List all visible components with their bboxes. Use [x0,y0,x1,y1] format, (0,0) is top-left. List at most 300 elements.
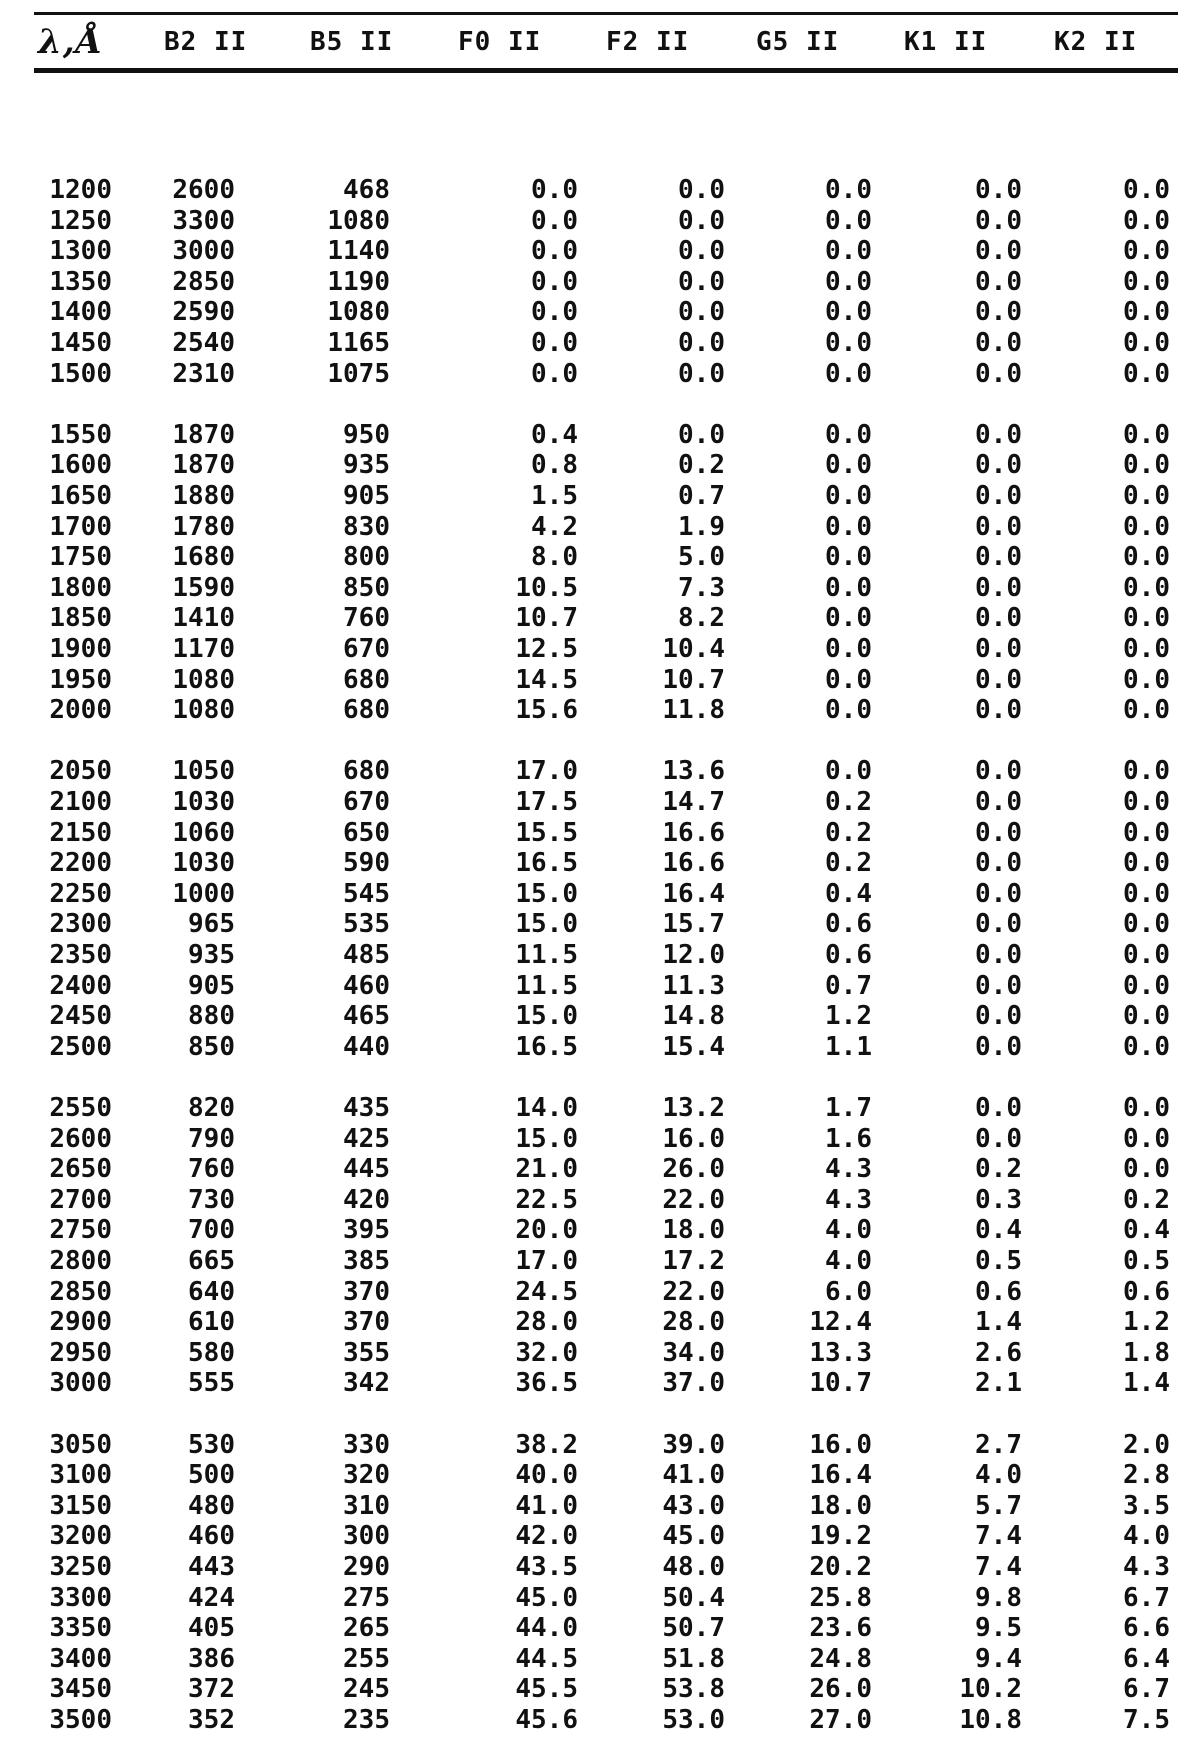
cell-b2-ii: 1780 [172,511,235,542]
table-row [0,1001,1200,1031]
table-row [0,359,1200,389]
cell-g5-ii: 4.3 [825,1154,872,1185]
cell-k2-ii: 0.0 [1123,511,1170,542]
cell-wavelength: 2650 [49,1154,112,1185]
cell-b5-ii: 1165 [327,328,390,358]
cell-k1-ii: 7.4 [975,1552,1022,1582]
cell-k1-ii: 9.4 [975,1643,1022,1674]
cell-f2-ii: 13.2 [662,1093,725,1123]
cell-b2-ii: 480 [188,1490,235,1521]
cell-b2-ii: 1680 [172,542,235,573]
cell-g5-ii: 0.0 [825,481,872,511]
cell-b5-ii: 850 [343,572,390,603]
cell-b2-ii: 386 [188,1643,235,1674]
cell-wavelength: 2350 [49,940,112,970]
table-row [0,940,1200,970]
cell-k2-ii: 0.0 [1123,266,1170,297]
cell-f0-ii: 24.5 [515,1276,578,1307]
cell-f2-ii: 10.4 [662,634,725,664]
cell-b2-ii: 1870 [172,419,235,450]
cell-wavelength: 2750 [49,1215,112,1246]
cell-f0-ii: 43.5 [515,1552,578,1582]
cell-k1-ii: 0.0 [975,848,1022,879]
cell-f2-ii: 8.2 [678,603,725,634]
table-row [0,1521,1200,1551]
cell-b5-ii: 905 [343,481,390,511]
cell-b2-ii: 640 [188,1276,235,1307]
cell-g5-ii: 0.2 [825,787,872,817]
cell-wavelength: 2850 [49,1276,112,1307]
cell-f0-ii: 0.0 [531,175,578,205]
cell-b2-ii: 3300 [172,205,235,236]
cell-k1-ii: 0.0 [975,878,1022,909]
cell-b2-ii: 905 [188,970,235,1001]
header-k1-ii: K1 II [904,27,988,57]
cell-f0-ii: 15.0 [515,878,578,909]
cell-b5-ii: 950 [343,419,390,450]
cell-k2-ii: 0.0 [1123,572,1170,603]
cell-g5-ii: 24.8 [809,1643,872,1674]
cell-f2-ii: 50.7 [662,1613,725,1644]
cell-b5-ii: 830 [343,511,390,542]
cell-b2-ii: 443 [188,1552,235,1582]
cell-f2-ii: 26.0 [662,1154,725,1185]
cell-g5-ii: 0.0 [825,450,872,481]
cell-f0-ii: 17.0 [515,756,578,787]
cell-g5-ii: 0.6 [825,909,872,940]
cell-f0-ii: 42.0 [515,1521,578,1552]
table-row [0,1552,1200,1582]
table-row [0,1338,1200,1368]
cell-f0-ii: 22.5 [515,1184,578,1215]
cell-f2-ii: 51.8 [662,1643,725,1674]
cell-f2-ii: 22.0 [662,1276,725,1307]
table-row [0,1644,1200,1674]
cell-b5-ii: 680 [343,664,390,695]
cell-k2-ii: 1.2 [1123,1307,1170,1338]
cell-k2-ii: 6.6 [1123,1613,1170,1644]
cell-f2-ii: 10.7 [662,664,725,695]
cell-f2-ii: 16.6 [662,848,725,879]
cell-wavelength: 2500 [49,1031,112,1062]
cell-g5-ii: 0.0 [825,358,872,389]
cell-b2-ii: 2590 [172,297,235,328]
cell-g5-ii: 0.0 [825,511,872,542]
cell-b5-ii: 1140 [327,236,390,267]
cell-g5-ii: 0.0 [825,419,872,450]
header-g5-ii: G5 II [756,27,840,57]
table-row [0,1674,1200,1704]
table-row [0,909,1200,939]
table-row [0,787,1200,817]
cell-f2-ii: 53.8 [662,1674,725,1705]
cell-f2-ii: 28.0 [662,1307,725,1338]
cell-g5-ii: 20.2 [809,1552,872,1582]
cell-k1-ii: 0.0 [975,572,1022,603]
cell-k1-ii: 0.0 [975,603,1022,634]
cell-wavelength: 3400 [49,1643,112,1674]
header-wavelength: λ,Å [38,22,104,62]
cell-k2-ii: 0.0 [1123,328,1170,358]
cell-f2-ii: 34.0 [662,1337,725,1368]
cell-b5-ii: 680 [343,695,390,726]
cell-g5-ii: 1.6 [825,1123,872,1154]
cell-b2-ii: 1590 [172,572,235,603]
cell-wavelength: 3100 [49,1460,112,1491]
cell-g5-ii: 23.6 [809,1613,872,1644]
cell-f2-ii: 18.0 [662,1215,725,1246]
cell-b2-ii: 850 [188,1031,235,1062]
cell-f0-ii: 14.5 [515,664,578,695]
cell-f0-ii: 41.0 [515,1490,578,1521]
cell-b2-ii: 1870 [172,450,235,481]
cell-k2-ii: 0.0 [1123,1001,1170,1032]
cell-k2-ii: 0.2 [1123,1184,1170,1215]
cell-b5-ii: 650 [343,817,390,848]
cell-b5-ii: 342 [343,1368,390,1399]
cell-k2-ii: 0.0 [1123,1093,1170,1123]
cell-f0-ii: 0.4 [531,419,578,450]
cell-g5-ii: 26.0 [809,1674,872,1705]
cell-k2-ii: 6.4 [1123,1643,1170,1674]
cell-f2-ii: 1.9 [678,511,725,542]
cell-k2-ii: 2.0 [1123,1429,1170,1460]
cell-k1-ii: 0.0 [975,175,1022,205]
cell-f2-ii: 0.0 [678,419,725,450]
cell-f2-ii: 0.0 [678,358,725,389]
cell-g5-ii: 27.0 [809,1705,872,1735]
cell-f0-ii: 15.0 [515,909,578,940]
table-row [0,1307,1200,1337]
cell-k2-ii: 0.6 [1123,1276,1170,1307]
cell-b5-ii: 485 [343,940,390,970]
cell-k2-ii: 0.0 [1123,236,1170,267]
cell-b5-ii: 680 [343,756,390,787]
table-row [0,297,1200,327]
table-row [0,879,1200,909]
table-row [0,756,1200,786]
cell-f0-ii: 20.0 [515,1215,578,1246]
cell-k1-ii: 0.0 [975,450,1022,481]
cell-b2-ii: 1030 [172,848,235,879]
cell-f0-ii: 15.6 [515,695,578,726]
cell-wavelength: 3050 [49,1429,112,1460]
cell-f0-ii: 11.5 [515,970,578,1001]
cell-k2-ii: 0.0 [1123,756,1170,787]
cell-wavelength: 2200 [49,848,112,879]
cell-wavelength: 1350 [49,266,112,297]
cell-k1-ii: 0.0 [975,695,1022,726]
cell-wavelength: 1650 [49,481,112,511]
cell-wavelength: 2900 [49,1307,112,1338]
cell-b2-ii: 935 [188,940,235,970]
cell-k2-ii: 0.0 [1123,878,1170,909]
cell-f2-ii: 39.0 [662,1429,725,1460]
cell-f0-ii: 4.2 [531,511,578,542]
cell-f0-ii: 14.0 [515,1093,578,1123]
cell-wavelength: 3300 [49,1582,112,1613]
cell-b2-ii: 1080 [172,664,235,695]
cell-g5-ii: 0.4 [825,878,872,909]
cell-b5-ii: 435 [343,1093,390,1123]
header-f2-ii: F2 II [606,27,690,57]
cell-k2-ii: 0.0 [1123,297,1170,328]
cell-b5-ii: 1080 [327,297,390,328]
cell-f2-ii: 12.0 [662,940,725,970]
cell-k2-ii: 0.0 [1123,1031,1170,1062]
cell-wavelength: 1500 [49,358,112,389]
cell-wavelength: 2400 [49,970,112,1001]
cell-f2-ii: 0.0 [678,205,725,236]
cell-b2-ii: 700 [188,1215,235,1246]
cell-k1-ii: 9.8 [975,1582,1022,1613]
cell-k2-ii: 7.5 [1123,1705,1170,1735]
cell-b2-ii: 1880 [172,481,235,511]
cell-wavelength: 1900 [49,634,112,664]
cell-k2-ii: 0.0 [1123,695,1170,726]
cell-f0-ii: 0.0 [531,297,578,328]
cell-wavelength: 3500 [49,1705,112,1735]
cell-wavelength: 3000 [49,1368,112,1399]
cell-f0-ii: 10.5 [515,572,578,603]
cell-b5-ii: 425 [343,1123,390,1154]
cell-k1-ii: 0.0 [975,511,1022,542]
cell-b2-ii: 2310 [172,358,235,389]
cell-k1-ii: 0.0 [975,542,1022,573]
cell-b5-ii: 800 [343,542,390,573]
cell-f0-ii: 0.0 [531,236,578,267]
cell-k1-ii: 0.4 [975,1215,1022,1246]
cell-k2-ii: 2.8 [1123,1460,1170,1491]
cell-wavelength: 3450 [49,1674,112,1705]
table-row [0,1154,1200,1184]
cell-g5-ii: 4.3 [825,1184,872,1215]
cell-b2-ii: 1080 [172,695,235,726]
cell-wavelength: 2250 [49,878,112,909]
cell-k1-ii: 2.7 [975,1429,1022,1460]
table-row [0,420,1200,450]
table-row [0,1705,1200,1735]
table-row [0,450,1200,480]
cell-b5-ii: 290 [343,1552,390,1582]
cell-f2-ii: 5.0 [678,542,725,573]
cell-f0-ii: 17.5 [515,787,578,817]
cell-g5-ii: 25.8 [809,1582,872,1613]
cell-b5-ii: 395 [343,1215,390,1246]
cell-k2-ii: 0.0 [1123,940,1170,970]
cell-f2-ii: 14.7 [662,787,725,817]
table-row [0,1124,1200,1154]
cell-f2-ii: 41.0 [662,1460,725,1491]
cell-b5-ii: 465 [343,1001,390,1032]
cell-k2-ii: 6.7 [1123,1674,1170,1705]
cell-b5-ii: 370 [343,1307,390,1338]
cell-g5-ii: 13.3 [809,1337,872,1368]
cell-b5-ii: 300 [343,1521,390,1552]
cell-k2-ii: 4.3 [1123,1552,1170,1582]
cell-b2-ii: 2600 [172,175,235,205]
cell-k1-ii: 0.0 [975,1123,1022,1154]
cell-k2-ii: 0.0 [1123,909,1170,940]
cell-k2-ii: 0.0 [1123,358,1170,389]
cell-f2-ii: 14.8 [662,1001,725,1032]
table-row [0,971,1200,1001]
cell-b5-ii: 255 [343,1643,390,1674]
cell-b2-ii: 405 [188,1613,235,1644]
cell-f0-ii: 15.0 [515,1123,578,1154]
cell-wavelength: 2050 [49,756,112,787]
cell-b5-ii: 235 [343,1705,390,1735]
cell-b5-ii: 670 [343,787,390,817]
cell-f2-ii: 22.0 [662,1184,725,1215]
cell-f0-ii: 17.0 [515,1246,578,1276]
cell-b2-ii: 790 [188,1123,235,1154]
table-row [0,512,1200,542]
cell-b5-ii: 1190 [327,266,390,297]
cell-wavelength: 1300 [49,236,112,267]
cell-k2-ii: 0.0 [1123,1154,1170,1185]
cell-k2-ii: 0.0 [1123,205,1170,236]
cell-b2-ii: 1000 [172,878,235,909]
table-row [0,1583,1200,1613]
cell-b5-ii: 265 [343,1613,390,1644]
cell-f0-ii: 1.5 [531,481,578,511]
cell-wavelength: 1750 [49,542,112,573]
cell-b5-ii: 355 [343,1337,390,1368]
cell-b5-ii: 460 [343,970,390,1001]
cell-b2-ii: 1060 [172,817,235,848]
cell-g5-ii: 4.0 [825,1215,872,1246]
cell-b2-ii: 880 [188,1001,235,1032]
table-row [0,573,1200,603]
cell-f2-ii: 0.7 [678,481,725,511]
cell-f0-ii: 11.5 [515,940,578,970]
cell-f2-ii: 15.4 [662,1031,725,1062]
table-row [0,1460,1200,1490]
cell-k2-ii: 0.0 [1123,848,1170,879]
cell-f2-ii: 17.2 [662,1246,725,1276]
cell-b5-ii: 760 [343,603,390,634]
cell-g5-ii: 16.4 [809,1460,872,1491]
cell-b5-ii: 320 [343,1460,390,1491]
cell-k2-ii: 0.0 [1123,603,1170,634]
cell-wavelength: 2100 [49,787,112,817]
cell-g5-ii: 0.0 [825,236,872,267]
cell-wavelength: 3350 [49,1613,112,1644]
cell-wavelength: 1250 [49,205,112,236]
cell-f0-ii: 0.0 [531,328,578,358]
cell-f2-ii: 11.8 [662,695,725,726]
cell-k1-ii: 0.0 [975,940,1022,970]
cell-b5-ii: 420 [343,1184,390,1215]
cell-wavelength: 1600 [49,450,112,481]
cell-k1-ii: 0.0 [975,909,1022,940]
cell-k1-ii: 2.6 [975,1337,1022,1368]
cell-b2-ii: 760 [188,1154,235,1185]
cell-b5-ii: 440 [343,1031,390,1062]
cell-k1-ii: 0.0 [975,266,1022,297]
cell-b5-ii: 535 [343,909,390,940]
table-row [0,603,1200,633]
cell-k1-ii: 0.0 [975,664,1022,695]
table-row [0,1093,1200,1123]
cell-f0-ii: 38.2 [515,1429,578,1460]
table-row [0,695,1200,725]
cell-k1-ii: 9.5 [975,1613,1022,1644]
table-row [0,267,1200,297]
cell-g5-ii: 0.0 [825,542,872,573]
cell-g5-ii: 0.0 [825,328,872,358]
cell-wavelength: 2600 [49,1123,112,1154]
cell-k1-ii: 10.8 [959,1705,1022,1735]
cell-g5-ii: 18.0 [809,1490,872,1521]
cell-f0-ii: 0.8 [531,450,578,481]
cell-b5-ii: 935 [343,450,390,481]
cell-f2-ii: 13.6 [662,756,725,787]
cell-b2-ii: 2540 [172,328,235,358]
cell-b5-ii: 385 [343,1246,390,1276]
cell-wavelength: 2150 [49,817,112,848]
cell-f2-ii: 0.0 [678,297,725,328]
cell-b2-ii: 3000 [172,236,235,267]
cell-k1-ii: 0.5 [975,1246,1022,1276]
cell-k1-ii: 0.0 [975,1001,1022,1032]
cell-k1-ii: 0.2 [975,1154,1022,1185]
table-row [0,1277,1200,1307]
cell-b2-ii: 530 [188,1429,235,1460]
cell-k1-ii: 4.0 [975,1460,1022,1491]
cell-b5-ii: 330 [343,1429,390,1460]
cell-wavelength: 2300 [49,909,112,940]
cell-g5-ii: 4.0 [825,1246,872,1276]
cell-k2-ii: 0.5 [1123,1246,1170,1276]
cell-wavelength: 2550 [49,1093,112,1123]
cell-g5-ii: 0.0 [825,205,872,236]
cell-f0-ii: 32.0 [515,1337,578,1368]
cell-k1-ii: 10.2 [959,1674,1022,1705]
cell-f2-ii: 48.0 [662,1552,725,1582]
cell-f2-ii: 0.0 [678,236,725,267]
table-row [0,328,1200,358]
cell-f2-ii: 45.0 [662,1521,725,1552]
cell-g5-ii: 0.2 [825,848,872,879]
cell-k1-ii: 0.0 [975,756,1022,787]
cell-f0-ii: 45.0 [515,1582,578,1613]
cell-f0-ii: 10.7 [515,603,578,634]
cell-b2-ii: 500 [188,1460,235,1491]
cell-g5-ii: 0.0 [825,266,872,297]
cell-k1-ii: 0.0 [975,1031,1022,1062]
cell-k2-ii: 0.0 [1123,787,1170,817]
cell-k1-ii: 1.4 [975,1307,1022,1338]
cell-g5-ii: 1.7 [825,1093,872,1123]
cell-g5-ii: 0.0 [825,695,872,726]
cell-b2-ii: 610 [188,1307,235,1338]
table-row [0,206,1200,236]
cell-b5-ii: 310 [343,1490,390,1521]
cell-k1-ii: 0.0 [975,817,1022,848]
cell-f2-ii: 0.0 [678,266,725,297]
cell-b2-ii: 2850 [172,266,235,297]
table-row [0,542,1200,572]
cell-g5-ii: 0.0 [825,603,872,634]
cell-k2-ii: 1.4 [1123,1368,1170,1399]
cell-f0-ii: 12.5 [515,634,578,664]
cell-b2-ii: 555 [188,1368,235,1399]
cell-g5-ii: 0.0 [825,664,872,695]
cell-b5-ii: 670 [343,634,390,664]
cell-f2-ii: 0.0 [678,328,725,358]
